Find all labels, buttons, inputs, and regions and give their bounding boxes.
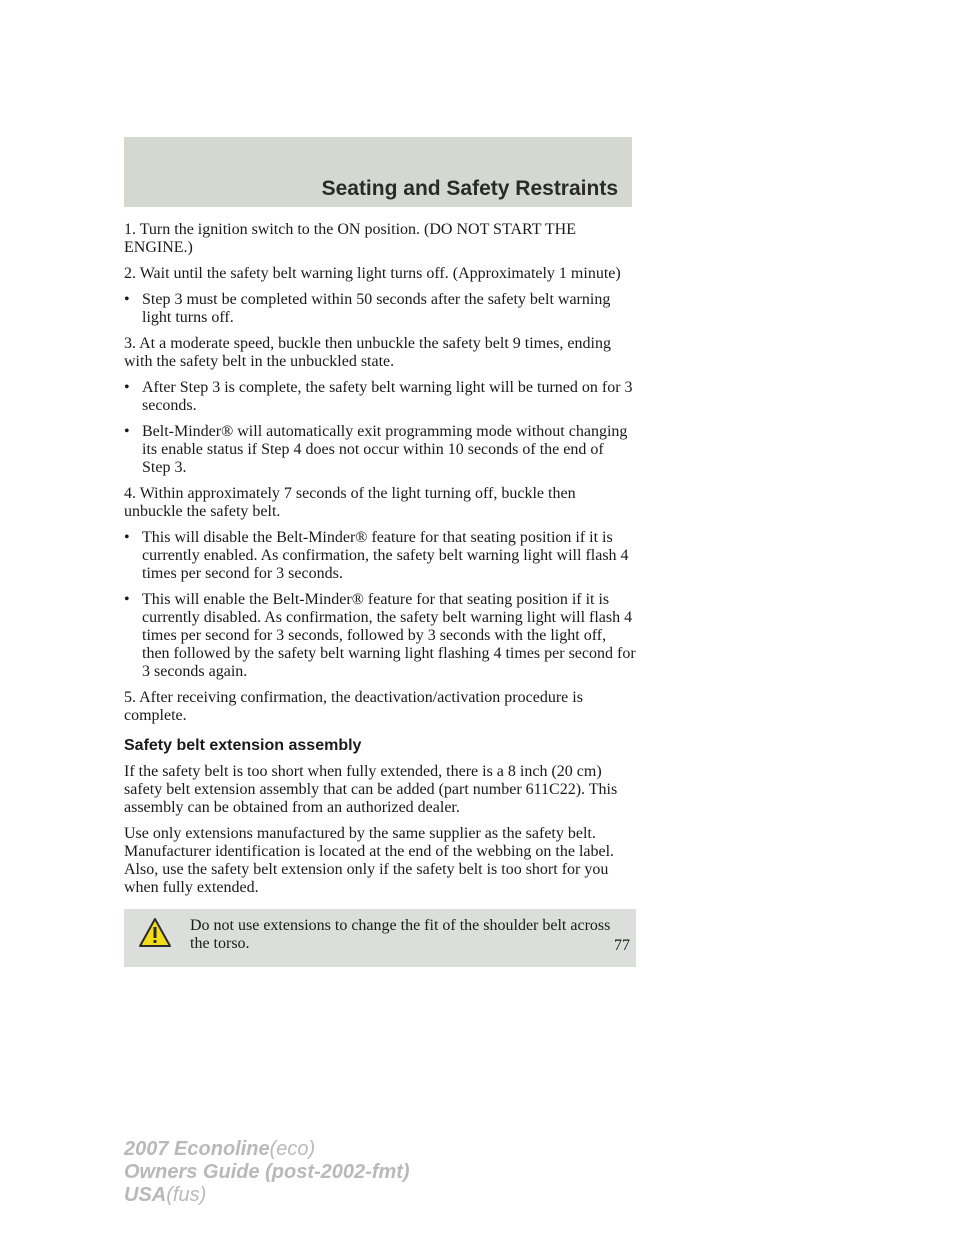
- section-heading: Safety belt extension assembly: [124, 737, 362, 754]
- bullet-dot: •: [124, 591, 130, 608]
- step-4: 4. Within approximately 7 seconds of the light turning off, buckle then unbuckle the safety belt.: [124, 485, 576, 520]
- section-title: Seating and Safety Restraints: [321, 177, 618, 200]
- bullet-text: This will disable the Belt-Minder® feature for that seating position if it is currently enabled. As confirmation, the safety belt warning light will flash 4 times per second for 3 seconds.: [142, 529, 629, 582]
- footer-line-1: [124, 1138, 410, 1161]
- footer-model: 2007 Econoline: [124, 1138, 270, 1160]
- footer: [124, 1138, 410, 1207]
- bullet-item: [124, 591, 636, 681]
- page-number: 77: [614, 937, 630, 954]
- bullet-dot: •: [124, 529, 130, 546]
- footer-line-2: Owners Guide (post-2002-fmt): [124, 1161, 410, 1183]
- bullet-item: [124, 423, 636, 477]
- bullet-text: Step 3 must be completed within 50 seconds after the safety belt warning light turns off.: [142, 291, 611, 326]
- step-2: 2. Wait until the safety belt warning light turns off. (Approximately 1 minute): [124, 265, 621, 282]
- bullet-text: Belt-Minder® will automatically exit programming mode without changing its enable status if Step 4 does not occur within 10 seconds of the end of Step 3.: [142, 423, 628, 476]
- paragraph: Use only extensions manufactured by the same supplier as the safety belt. Manufacturer identification is located at the end of the webbing on the label. Also, use the safety belt extension only if the safety belt is too short for you when fully extended.: [124, 825, 615, 896]
- warning-triangle-icon: [138, 917, 172, 949]
- bullet-text: After Step 3 is complete, the safety belt warning light will be turned on for 3 seconds.: [142, 379, 633, 414]
- bullet-dot: •: [124, 423, 130, 440]
- bullet-item: [124, 291, 636, 327]
- bullet-item: [124, 529, 636, 583]
- footer-market: USA: [124, 1184, 167, 1206]
- footer-market-code: (fus): [166, 1184, 207, 1206]
- bullet-item: [124, 379, 636, 415]
- bullet-dot: •: [124, 291, 130, 308]
- step-5: 5. After receiving confirmation, the deactivation/activation procedure is complete.: [124, 689, 583, 724]
- header-band: [124, 137, 632, 207]
- page-content: [124, 221, 636, 967]
- bullet-dot: •: [124, 379, 130, 396]
- warning-text: Do not use extensions to change the fit of the shoulder belt across the torso.: [190, 917, 611, 952]
- step-1: 1. Turn the ignition switch to the ON position. (DO NOT START THE ENGINE.): [124, 221, 576, 256]
- bullet-text: This will enable the Belt-Minder® feature for that seating position if it is currently disabled. As confirmation, the safety belt warning light will flash 4 times per second for 3 seconds, followed by 3 seconds with the light off, then followed by the safety belt warning light flashing 4 times per second for 3 seconds again.: [142, 591, 636, 680]
- warning-box: [124, 909, 636, 967]
- footer-line-3: [124, 1184, 410, 1207]
- footer-model-code: (eco): [269, 1138, 316, 1160]
- paragraph: If the safety belt is too short when fully extended, there is a 8 inch (20 cm) safety belt extension assembly that can be added (part number 611C22). This assembly can be obtained from an authorized dealer.: [124, 763, 618, 816]
- step-3: 3. At a moderate speed, buckle then unbuckle the safety belt 9 times, ending with the safety belt in the unbuckled state.: [124, 335, 611, 370]
